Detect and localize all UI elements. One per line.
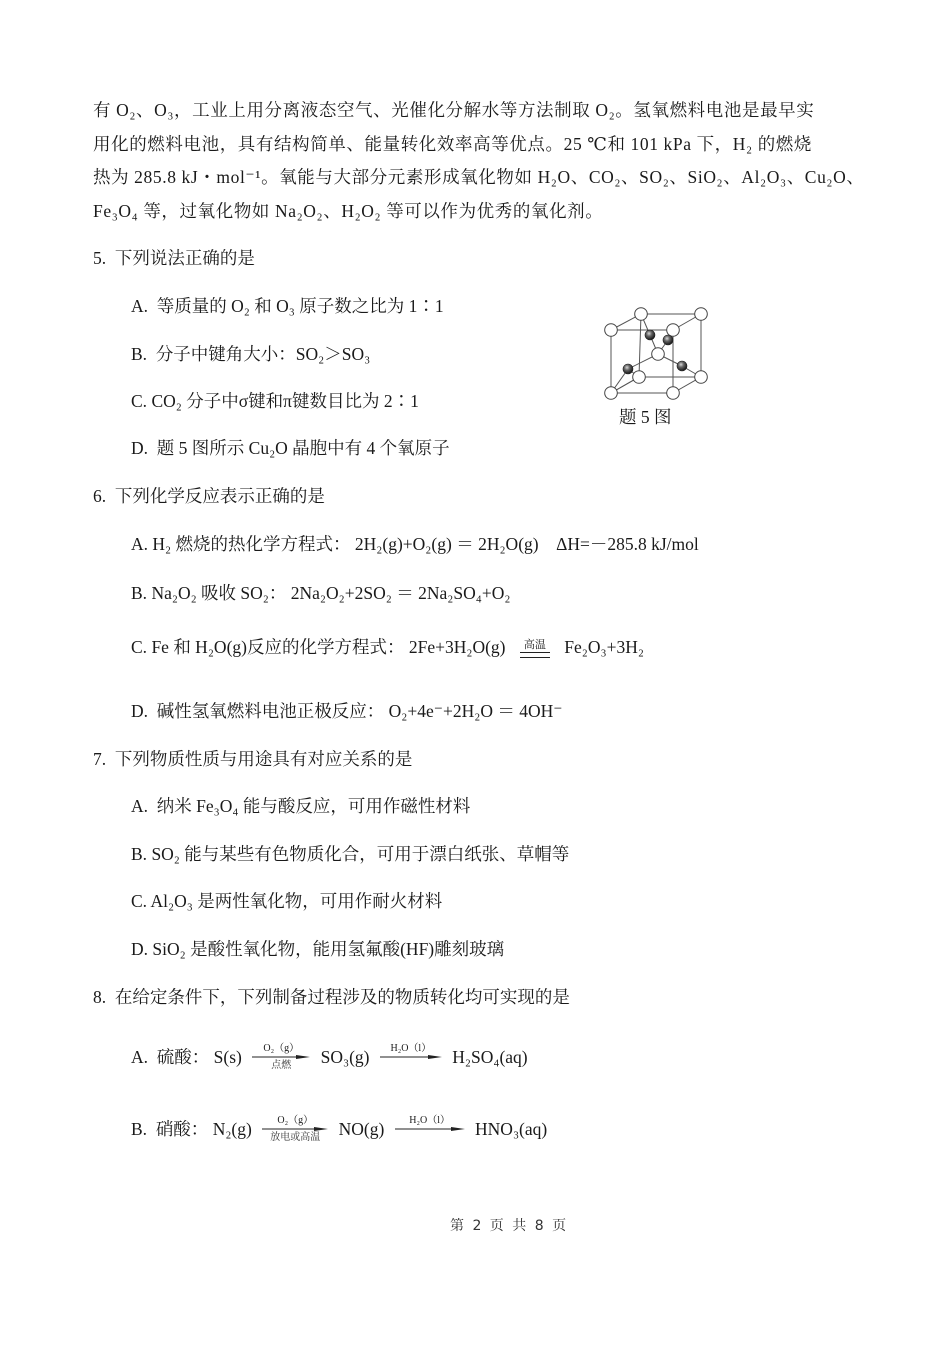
option-prefix: 硫酸：	[156, 1047, 210, 1067]
q7-option-b	[131, 843, 569, 865]
equation-lhs: 2Na₂O₂+2SO₂	[290, 583, 392, 603]
option-label: A.	[131, 534, 149, 554]
question-6-stem	[93, 485, 325, 507]
equals-sign: ＝	[456, 534, 474, 554]
option-label: B.	[131, 844, 148, 864]
right-arrow-icon	[380, 1054, 442, 1060]
reaction-arrow-1	[252, 1043, 310, 1071]
option-label: D.	[131, 939, 149, 959]
option-text: CO₂ 分子中σ键和π键数目比为 2∶1	[151, 391, 419, 411]
intro-line-1: 有 O₂、O₃，工业上用分离液态空气、光催化分解水等方法制取 O₂。氢氧燃料电池是最早实	[93, 100, 815, 120]
q8-option-a	[131, 1042, 528, 1071]
reaction-condition-sign	[520, 640, 550, 658]
option-text: SO₂ 能与某些有色物质化合，可用于漂白纸张、草帽等	[151, 844, 570, 864]
intro-line-3: 热为 285.8 kJ・mol⁻¹。氧能与大部分元素形成氧化物如 H₂O、CO₂、SO₂、SiO₂、Al₂O₃、Cu₂O、	[93, 167, 865, 187]
figure-5-caption: 题 5 图	[619, 407, 672, 427]
q6-option-c	[131, 636, 644, 658]
arrow-condition-below: 点燃	[271, 1059, 292, 1071]
q6-option-a	[131, 533, 699, 555]
option-label: B.	[131, 344, 148, 364]
enthalpy-change: ΔH=－285.8 kJ/mol	[556, 534, 699, 554]
page-footer: 第 2 页 共 8 页	[450, 1218, 567, 1234]
species-1: N₂(g)	[212, 1119, 252, 1139]
question-8-stem	[93, 986, 570, 1008]
equation-rhs: 4OH⁻	[519, 701, 563, 721]
right-arrow-icon	[395, 1126, 465, 1132]
option-prefix: Na₂O₂ 吸收 SO₂：	[151, 583, 287, 603]
species-1: S(s)	[213, 1047, 242, 1067]
condition-label: 高温	[523, 638, 546, 651]
q5-option-c	[131, 390, 419, 412]
reaction-arrow-1	[262, 1115, 328, 1143]
oxygen-atoms	[605, 308, 708, 400]
option-label: B.	[131, 1119, 148, 1139]
question-5-stem	[93, 247, 255, 269]
option-text: 题 5 图所示 Cu₂O 晶胞中有 4 个氧原子	[156, 438, 450, 458]
q5-option-a	[131, 295, 444, 317]
equals-sign: ＝	[497, 701, 515, 721]
equals-sign: ＝	[396, 583, 414, 603]
question-7-stem	[93, 748, 412, 770]
option-text: 纳米 Fe₃O₄ 能与酸反应，可用作磁性材料	[156, 796, 471, 816]
double-bar	[520, 652, 550, 658]
question-stem: 在给定条件下，下列制备过程涉及的物质转化均可实现的是	[114, 987, 570, 1007]
q6-option-d	[131, 700, 563, 722]
q7-option-a	[131, 795, 470, 817]
q8-option-b	[131, 1114, 548, 1143]
reaction-arrow-2	[380, 1043, 442, 1060]
option-label: C.	[131, 391, 148, 411]
option-label: A.	[131, 296, 149, 316]
arrow-condition-above: H₂O（l）	[409, 1115, 451, 1127]
q5-option-b	[131, 343, 370, 365]
option-text: 等质量的 O₂ 和 O₃ 原子数之比为 1∶1	[156, 296, 444, 316]
option-label: C.	[131, 637, 148, 657]
q6-option-b	[131, 582, 510, 604]
species-2: SO₃(g)	[320, 1047, 370, 1067]
equation-rhs: 2H₂O(g)	[478, 534, 539, 554]
option-label: D.	[131, 701, 149, 721]
option-prefix: Fe 和 H₂O(g)反应的化学方程式：	[151, 637, 405, 657]
option-label: A.	[131, 796, 149, 816]
option-prefix: 硝酸：	[155, 1119, 209, 1139]
equation-lhs: 2Fe+3H₂O(g)	[408, 637, 506, 657]
option-label: D.	[131, 438, 149, 458]
question-stem: 下列物质性质与用途具有对应关系的是	[114, 749, 413, 769]
question-number: 7.	[93, 749, 107, 769]
option-prefix: H₂ 燃烧的热化学方程式：	[152, 534, 351, 554]
q7-option-d	[131, 938, 504, 960]
option-label: C.	[131, 891, 148, 911]
species-2: NO(g)	[338, 1119, 385, 1139]
option-text: 分子中键角大小：SO₂＞SO₃	[155, 344, 371, 364]
equation-rhs: Fe₂O₃+3H₂	[564, 637, 644, 657]
q5-option-d	[131, 437, 450, 459]
intro-line-2: 用化的燃料电池，具有结构简单、能量转化效率高等优点。25 ℃和 101 kPa 下，H₂ 的燃烧	[93, 134, 812, 154]
question-stem: 下列化学反应表示正确的是	[114, 486, 325, 506]
species-3: HNO₃(aq)	[475, 1119, 548, 1139]
intro-line-4: Fe₃O₄ 等，过氧化物如 Na₂O₂、H₂O₂ 等可以作为优秀的氧化剂。	[93, 201, 604, 221]
reaction-arrow-2	[395, 1115, 465, 1132]
question-number: 6.	[93, 486, 107, 506]
arrow-condition-above: O₂（g）	[277, 1114, 314, 1126]
species-3: H₂SO₄(aq)	[452, 1047, 528, 1067]
option-text: SiO₂ 是酸性氧化物，能用氢氟酸(HF)雕刻玻璃	[152, 939, 505, 959]
option-label: A.	[131, 1047, 149, 1067]
question-number: 5.	[93, 248, 107, 268]
option-text: Al₂O₃ 是两性氧化物，可用作耐火材料	[150, 891, 443, 911]
question-number: 8.	[93, 987, 107, 1007]
arrow-condition-above: O₂（g）	[263, 1042, 300, 1054]
option-prefix: 碱性氢氧燃料电池正极反应：	[156, 701, 385, 721]
q7-option-c	[131, 890, 442, 912]
question-stem: 下列说法正确的是	[114, 248, 255, 268]
equation-lhs: O₂+4e⁻+2H₂O	[388, 701, 493, 721]
arrow-condition-above: H₂O（l）	[390, 1043, 432, 1055]
equation-lhs: 2H₂(g)+O₂(g)	[354, 534, 452, 554]
option-label: B.	[131, 583, 148, 603]
arrow-condition-below: 放电或高温	[270, 1131, 321, 1143]
equation-rhs: 2Na₂SO₄+O₂	[418, 583, 511, 603]
